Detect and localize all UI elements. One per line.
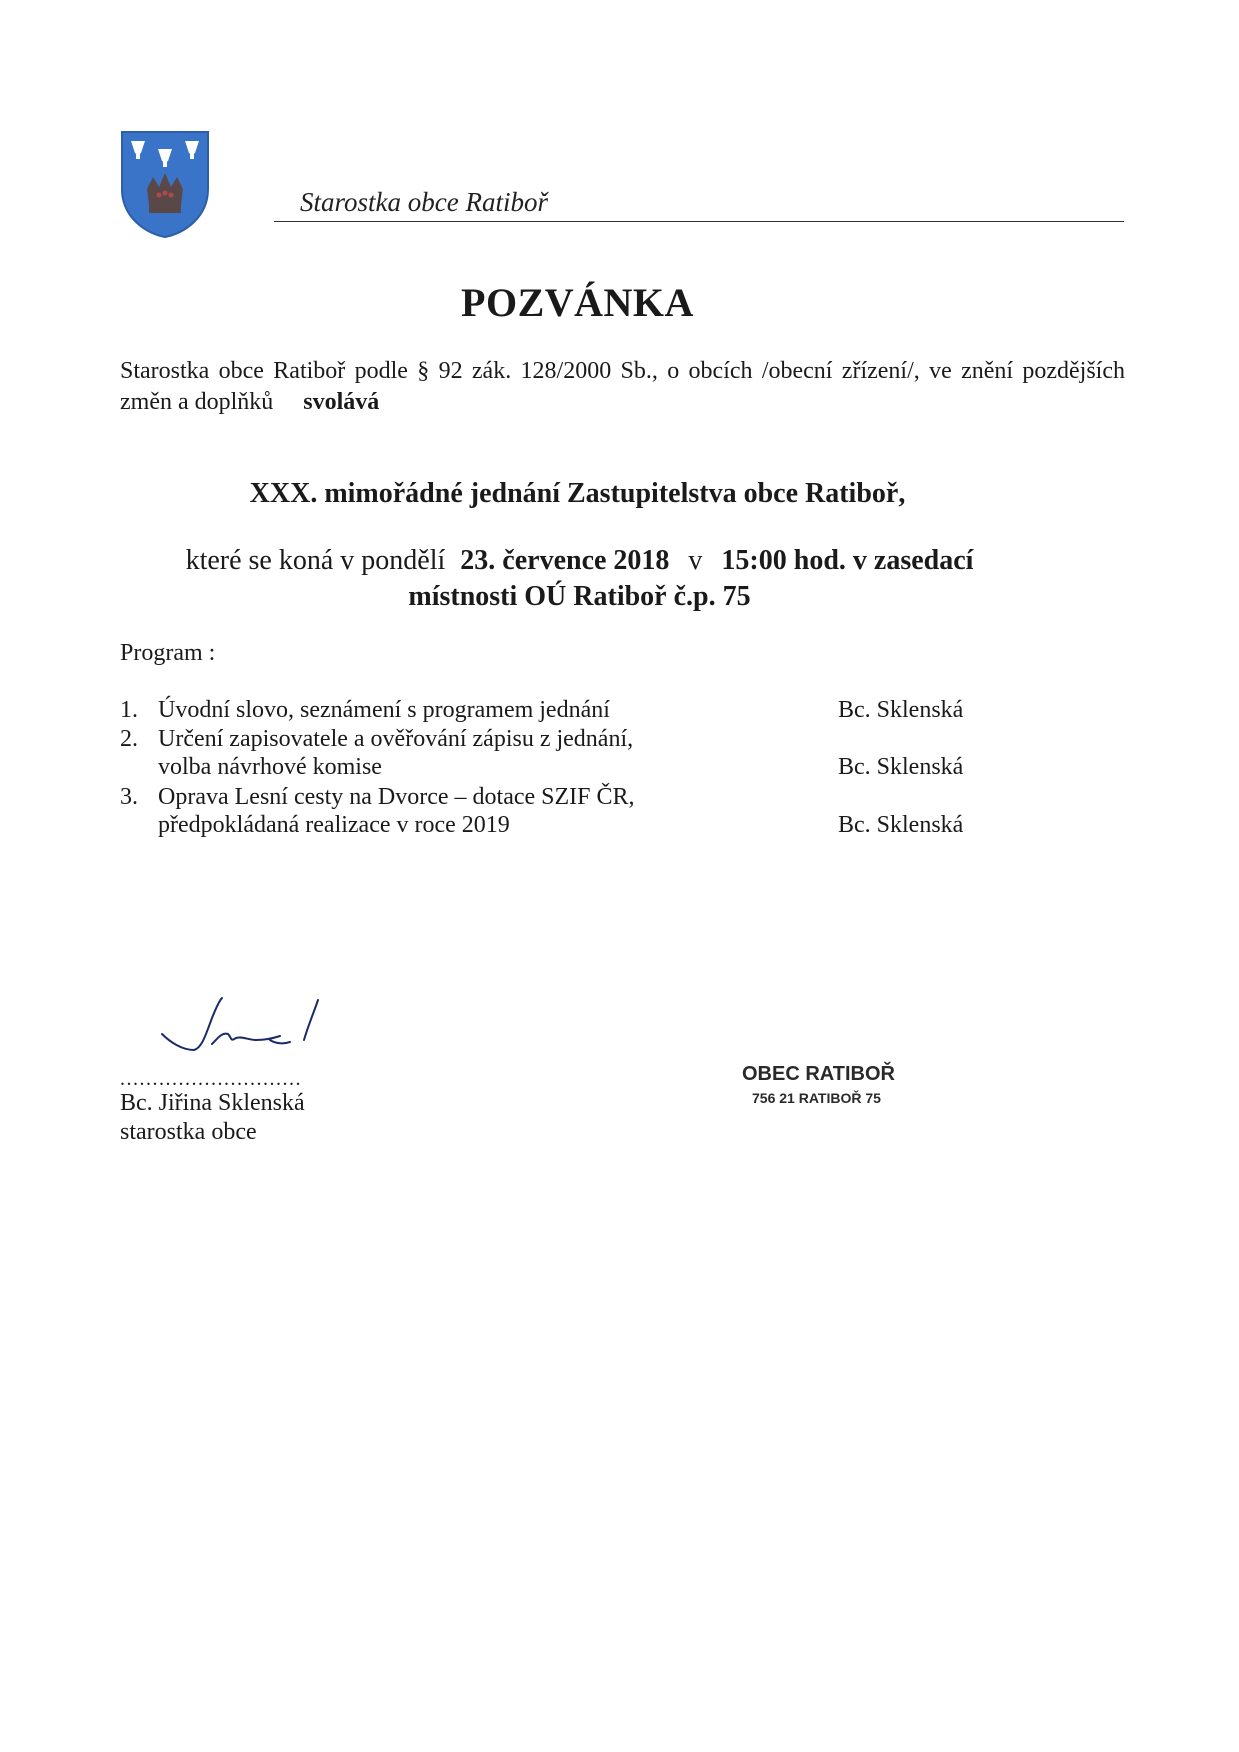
signature-line: ............................ [120,1068,302,1090]
meeting-time: 15:00 hod. v zasedací [721,545,974,576]
intro-paragraph-line2 [120,389,379,416]
program-item-text: Úvodní slovo, seznámení s programem jednání [158,697,610,723]
meeting-when-prefix: které se koná v pondělí [185,545,446,576]
program-item-number: 1. [120,697,138,723]
meeting-date-time [0,545,1159,577]
signer-role: starostka obce [120,1119,257,1145]
signer-name: Bc. Jiřina Sklenská [120,1090,305,1116]
program-label: Program : [120,640,216,666]
program-item-text: předpokládaná realizace v roce 2019 [158,812,510,838]
program-item-number: 2. [120,726,138,752]
program-item-person: Bc. Sklenská [838,697,964,723]
program-item-text: volba návrhové komise [158,754,382,780]
meeting-place: místnosti OÚ Ratiboř č.p. 75 [408,581,751,612]
document-title: POZVÁNKA [461,280,694,325]
program-item-person: Bc. Sklenská [838,812,964,838]
header-divider [274,221,1124,222]
intro-paragraph-line1: Starostka obce Ratiboř podle § 92 zák. 128/2000 Sb., o obcích /obecní zřízení/, ve znění pozdějších [120,358,1125,384]
header-title: Starostka obce Ratiboř [300,187,548,217]
program-item-text: Oprava Lesní cesty na Dvorce – dotace SZIF ČR, [158,784,635,810]
meeting-title: XXX. mimořádné jednání Zastupitelstva obce Ratiboř, [249,478,906,509]
handwritten-signature [150,990,370,1070]
program-item-number: 3. [120,784,138,810]
stamp-line2: 756 21 RATIBOŘ 75 [752,1090,881,1106]
program-item-person: Bc. Sklenská [838,754,964,780]
meeting-when-mid: v [688,545,703,576]
meeting-date: 23. července 2018 [460,545,670,576]
municipal-crest-logo [119,129,211,239]
intro-text: změn a doplňků [120,389,274,415]
stamp-line1: OBEC RATIBOŘ [742,1063,895,1085]
program-item-text: Určení zapisovatele a ověřování zápisu z jednání, [158,726,634,752]
intro-emphasis: svolává [303,389,380,415]
